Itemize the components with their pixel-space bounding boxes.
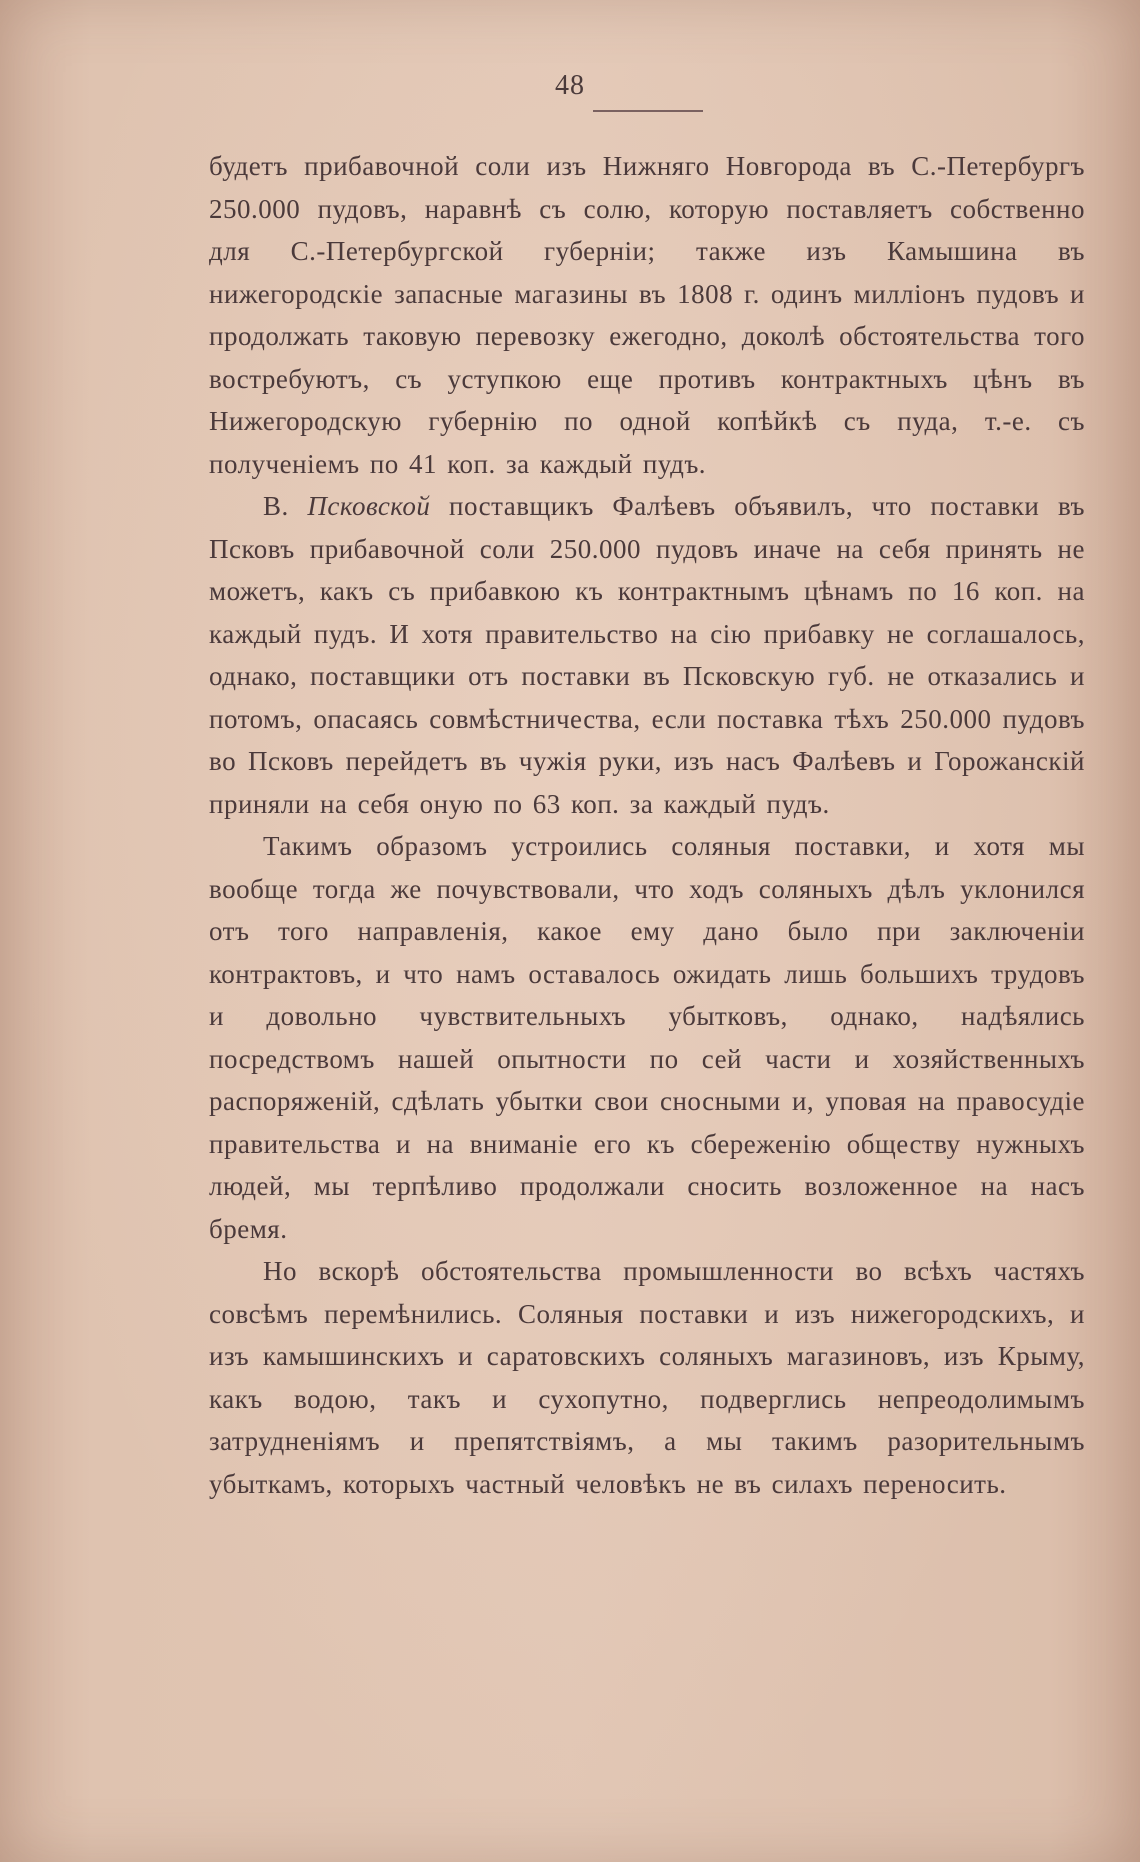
paragraph-3-text: Такимъ образомъ устроились соляныя поставки, и хотя мы вообще тогда же почувствовали, что ходъ соляныхъ дѣлъ уклонился отъ того направленія, какое ему дано было при заключеніи контрактовъ, и что намъ оставалось ожидать лишь большихъ трудовъ и довольно чувствительныхъ убытковъ, однако, надѣялись посредствомъ нашей опытности по сей части и хозяйственныхъ распоряженій, сдѣлать убытки свои сносными и, уповая на правосудіе правительства и на вниманіе его къ сбереженію обществу нужныхъ людей, мы терпѣливо продолжали сносить возложенное на насъ бремя. bbox=[209, 831, 1085, 1244]
paragraph-3 bbox=[209, 825, 1085, 1250]
paragraph-2-text: поставщикъ Фалѣевъ объявилъ, что поставки въ Псковъ прибавочной соли 250.000 пудовъ иначе на себя принять не можетъ, какъ съ прибавкою къ контрактнымъ цѣнамъ по 16 коп. на каждый пудъ. И хотя правительство на сію прибавку не соглашалось, однако, поставщики отъ поставки въ Псковскую губ. не отказались и потомъ, опасаясь совмѣстничества, если поставка тѣхъ 250.000 пудовъ во Псковъ перейдетъ въ чужія руки, изъ насъ Фалѣевъ и Горожанскій приняли на себя оную по 63 коп. за каждый пудъ. bbox=[209, 491, 1085, 819]
paragraph-2-italic-word: Псковской bbox=[307, 491, 431, 521]
paragraph-2 bbox=[209, 485, 1085, 825]
page-number: 48 bbox=[555, 70, 585, 101]
paragraph-4-text: Но вскорѣ обстоятельства промышленности во всѣхъ частяхъ совсѣмъ перемѣнились. Соляныя поставки и изъ нижегородскихъ, и изъ камышинскихъ и саратовскихъ соляныхъ магазиновъ, изъ Крыму, какъ водою, такъ и сухопутно, подверглись непреодолимымъ затрудненіямъ и препятствіямъ, а мы такимъ разорительнымъ убыткамъ, которыхъ частный человѣкъ не въ силахъ переносить. bbox=[209, 1256, 1085, 1499]
paragraph-4 bbox=[209, 1250, 1085, 1505]
paragraph-1 bbox=[209, 145, 1085, 485]
paragraph-1-text: будетъ прибавочной соли изъ Нижняго Новгорода въ С.-Петербургъ 250.000 пудовъ, наравнѣ съ солю, которую поставляетъ собственно для С.-Петербургской губерніи; также изъ Камышина въ нижегородскіе запасные магазины въ 1808 г. одинъ милліонъ пудовъ и продолжать таковую перевозку ежегодно, доколѣ обстоятельства того востребуютъ, съ уступкою еще противъ контрактныхъ цѣнъ въ Нижегородскую губернію по одной копѣйкѣ съ пуда, т.-е. съ полученіемъ по 41 коп. за каждый пудъ. bbox=[209, 151, 1085, 479]
body-text bbox=[209, 145, 1085, 1505]
paragraph-2-prefix: В. bbox=[263, 491, 289, 521]
page-number-underline bbox=[593, 110, 703, 112]
